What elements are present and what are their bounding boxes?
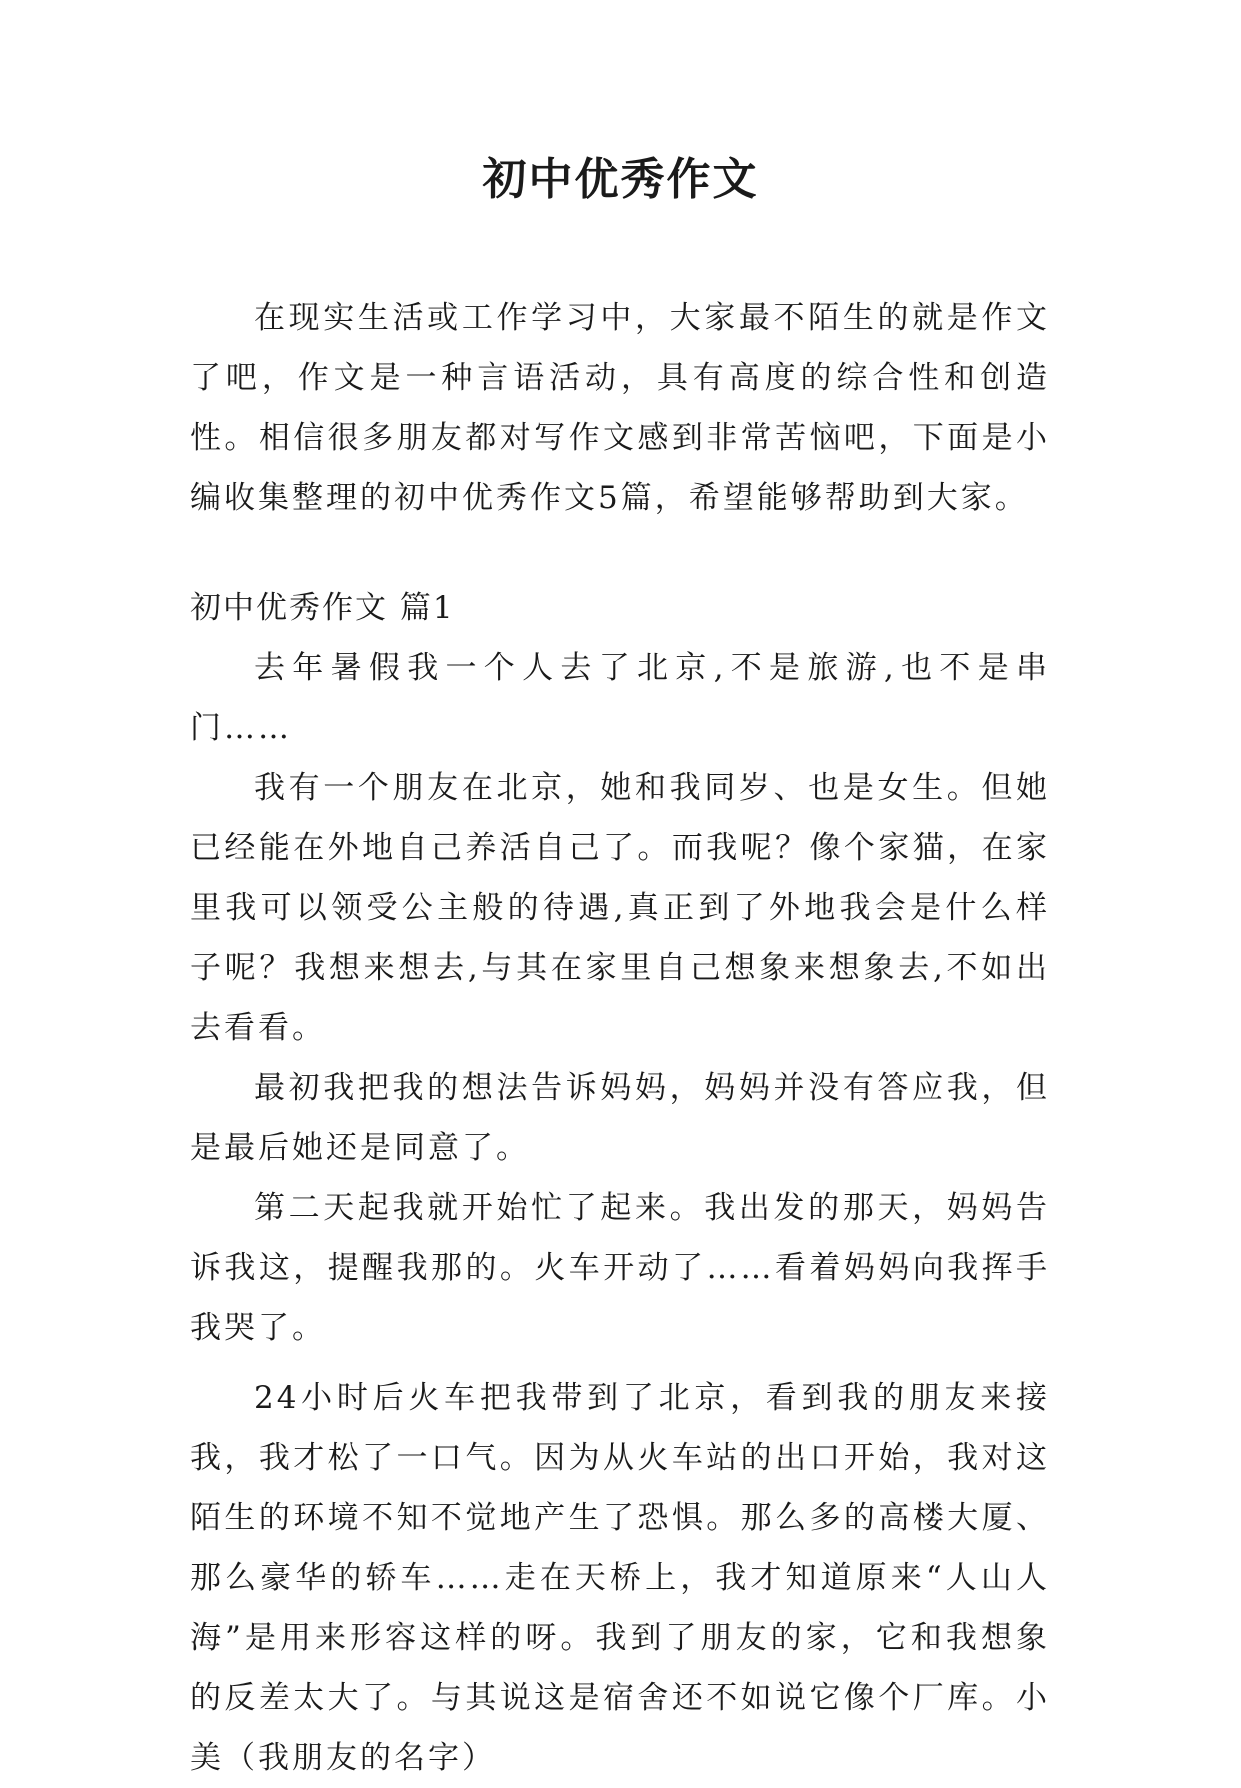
section-heading: 初中优秀作文 篇1 [190,590,455,626]
document-title: 初中优秀作文 [482,154,759,205]
body-paragraph: 最初我把我的想法告诉妈妈，妈妈并没有答应我，但是最后她还是同意了。 [190,1070,1050,1166]
document-body [190,288,1050,1788]
body-paragraph: 我有一个朋友在北京，她和我同岁、也是女生。但她已经能在外地自己养活自己了。而我呢？像个家猫，在家里我可以领受公主般的待遇,真正到了外地我会是什么样子呢？我想来想去,与其在家里自己想象来想象去,不如出去看看。 [190,770,1050,1046]
intro-paragraph: 在现实生活或工作学习中，大家最不陌生的就是作文了吧，作文是一种言语活动，具有高度的综合性和创造性。相信很多朋友都对写作文感到非常苦恼吧，下面是小编收集整理的初中优秀作文5篇，希望能够帮助到大家。 [190,300,1050,516]
body-paragraph: 第二天起我就开始忙了起来。我出发的那天，妈妈告诉我这，提醒我那的。火车开动了……看着妈妈向我挥手我哭了。 [190,1190,1050,1346]
body-paragraph: 24小时后火车把我带到了北京，看到我的朋友来接我，我才松了一口气。因为从火车站的出口开始，我对这陌生的环境不知不觉地产生了恐惧。那么多的高楼大厦、那么豪华的轿车……走在天桥上，我才知道原来“人山人海”是用来形容这样的呀。我到了朋友的家，它和我想象的反差太大了。与其说这是宿舍还不如说它像个厂库。小美（我朋友的名字） [190,1380,1050,1776]
body-paragraph: 去年暑假我一个人去了北京,不是旅游,也不是串门…… [190,650,1050,746]
